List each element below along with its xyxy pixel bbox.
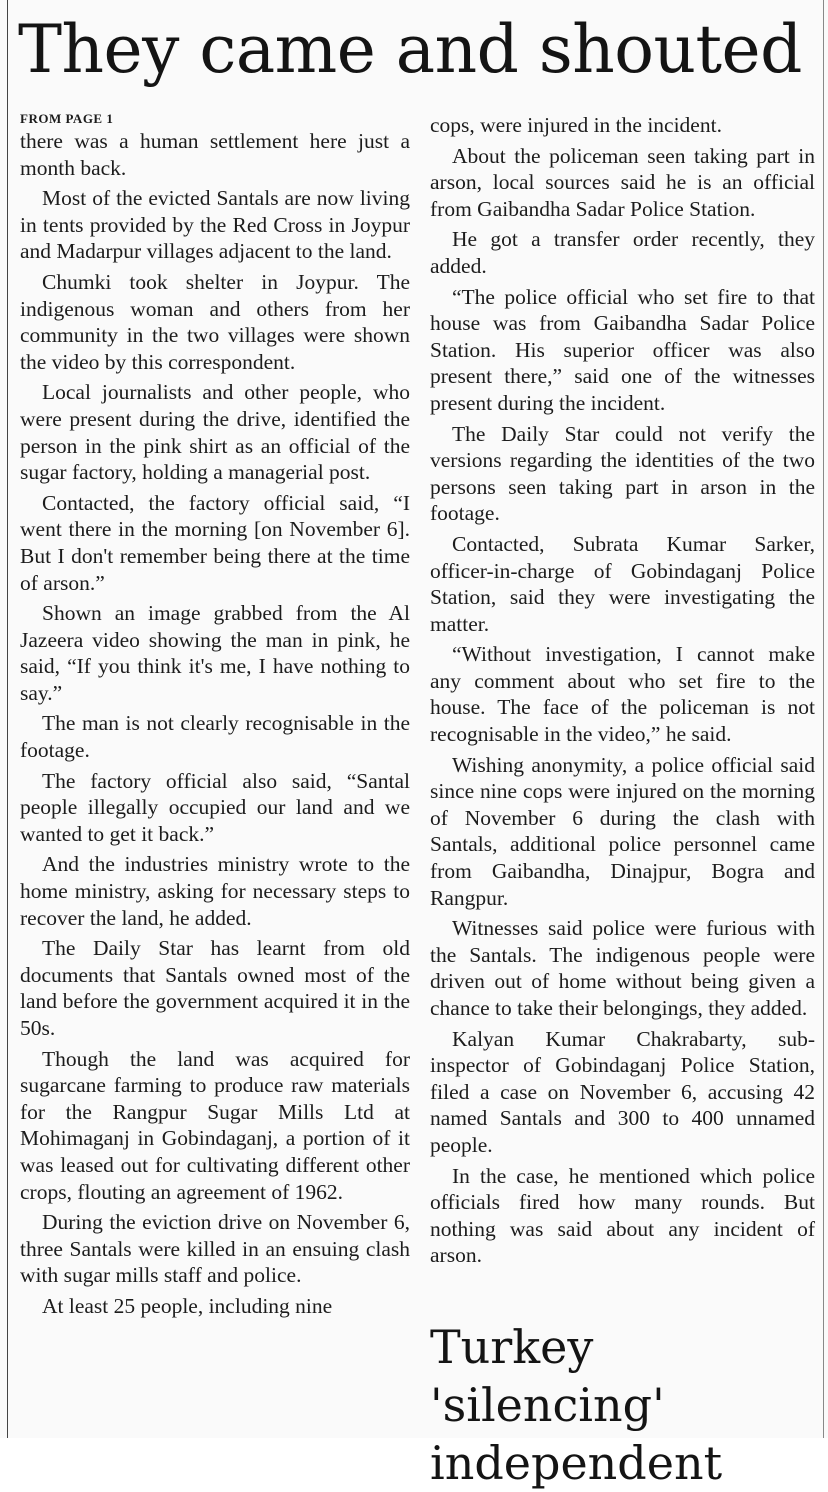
article-headline: They came and shouted [18, 11, 802, 88]
right-border-rule [823, 0, 824, 1438]
paragraph: Most of the evicted Santals are now living in tents provided by the Red Cross in Joypur and Madarpur villages adjacent to the land. [20, 186, 410, 264]
paragraph: Wishing anonymity, a police official said since nine cops were injured on the morning of November 6 during the clash with Santals, additional police personnel came from Gaibandha, Dinajpur, Bogra and Rangpur. [430, 752, 815, 910]
left-border-rule [7, 0, 8, 1438]
paragraph: The Daily Star has learnt from old documents that Santals owned most of the land before the government acquired it in the 50s. [20, 936, 410, 1040]
paragraph: In the case, he mentioned which police officials fired how many rounds. But nothing was said about any incident of arson. [430, 1163, 815, 1268]
paragraph: Kalyan Kumar Chakrabarty, sub-inspector of Gobindaganj Police Station, filed a case on November 6, accusing 42 named Santals and 300 to 400 unnamed people. [430, 1026, 815, 1157]
paragraph: The man is not clearly recognisable in the footage. [20, 711, 410, 763]
article-column-right [430, 112, 815, 1273]
next-article-headline: Turkey 'silencing' independent [430, 1320, 723, 1490]
paragraph: Shown an image grabbed from the Al Jazeera video showing the man in pink, he said, “If you think it's me, I have nothing to say.” [20, 601, 410, 705]
paragraph: Though the land was acquired for sugarcane farming to produce raw materials for the Rangpur Sugar Mills Ltd at Mohimaganj in Gobindaganj, a portion of it was leased out for cultivating different other crops, flouting an agreement of 1962. [20, 1046, 410, 1204]
paragraph: Witnesses said police were furious with the Santals. The indigenous people were driven out of home without being given a chance to take their belongings, they added. [430, 916, 815, 1020]
paragraph: there was a human settlement here just a month back. [20, 129, 410, 180]
dateline: FROM PAGE 1 [20, 111, 114, 126]
paragraph: During the eviction drive on November 6, three Santals were killed in an ensuing clash with sugar mills staff and police. [20, 1210, 410, 1288]
paragraph: Contacted, Subrata Kumar Sarker, officer-in-charge of Gobindaganj Police Station, said they were investigating the matter. [430, 531, 815, 636]
paragraph: And the industries ministry wrote to the home ministry, asking for necessary steps to recover the land, he added. [20, 852, 410, 930]
paragraph: About the policeman seen taking part in arson, local sources said he is an official from Gaibandha Sadar Police Station. [430, 143, 815, 221]
paragraph: cops, were injured in the incident. [430, 113, 722, 137]
article-column-left [20, 112, 410, 1324]
paragraph: Local journalists and other people, who were present during the drive, identified the person in the pink shirt as an official of the sugar factory, holding a managerial post. [20, 380, 410, 485]
paragraph: “The police official who set fire to that house was from Gaibandha Sadar Police Station. His superior officer was also present there,” said one of the witnesses present during the incident. [430, 284, 815, 415]
paragraph: Chumki took shelter in Joypur. The indigenous woman and others from her community in the two villages were shown the video by this correspondent. [20, 269, 410, 374]
paragraph: Contacted, the factory official said, “I went there in the morning [on November 6]. But I don't remember being there at the time of arson.” [20, 490, 410, 595]
paragraph: At least 25 people, including nine [42, 1293, 333, 1318]
paragraph: The factory official also said, “Santal people illegally occupied our land and we wanted to get it back.” [20, 768, 410, 846]
paragraph: He got a transfer order recently, they added. [430, 227, 815, 278]
paragraph: The Daily Star could not verify the versions regarding the identities of the two persons seen taking part in arson in the footage. [430, 421, 815, 526]
paragraph: “Without investigation, I cannot make any comment about who set fire to the house. The face of the policeman is not recognisable in the video,” he said. [430, 642, 815, 747]
